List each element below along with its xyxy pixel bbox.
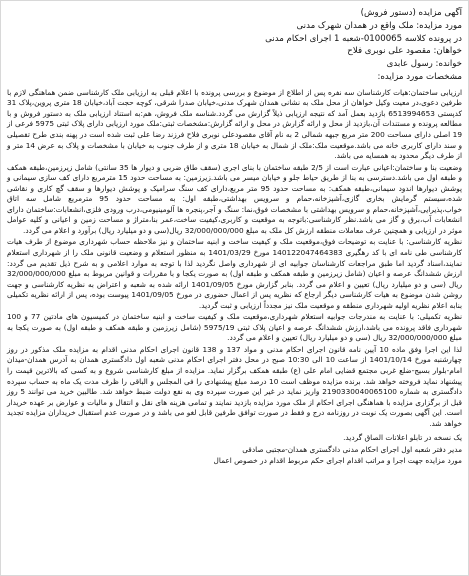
footer-posting: یک نسخه در تابلو اعلانات الصاق گردید.: [343, 433, 462, 443]
footer-signature: مدیر دفتر شعبه اول اجرای احکام مدنی دادگستری همدان-مجتبی صادقی: [242, 444, 462, 454]
applicant-line: خواهان: مقصود علی نوبری فلاح: [347, 46, 462, 57]
notice-title: آگهی مزایده (دستور فروش): [360, 8, 462, 18]
auction-subject: مورد مزایده: ملک واقع در همدان شهرک مدنی: [296, 20, 462, 31]
case-reference: در پرونده کلاسه 0100065-شعبه 1 اجرای احکام مدنی: [265, 33, 462, 44]
spacer: [7, 429, 462, 432]
paragraph-auction-terms: لذا این اجرا وفق ماده 10 آیین نامه قانون اجرای احکام مدنی و مواد 137 و 138 قانون اجرای احکام مدنی اقدام به مزایده ملک مذکور در روز چهارشنبه مورخ 1401/10/14 از ساعت 10 الی 10:30 صبح در محل دفتر اجرای احکام مدنی شعبه اول دادگستری همدان به آدرس همدان-میدان امام-بلوار بسیج-ضلع غربی مجتمع قضایی امام علی (ع) طبقه همکف برگزار نماید. مزایده از مبلغ کارشناسی شروع و به کسی که بالاترین قیمت را پیشنهاد نماید فروخته خواهد شد. برنده مزایده موظف است 10 درصد مبلغ پیشنهادی را فی المجلس و الباقی را ظرف مدت یک ماه به حساب سپرده دادگستری به شماره 2190330040065100 واریز نماید در غیر این صورت سپرده وی به نفع دولت ضبط خواهد شد. طالبین خرید می توانند 5 روز قبل از برگزاری مزایده با هماهنگی اجرای احکام از ملک مورد مزایده بازدید نمایند و تمامی هزینه های نقل و انتقال و مالیات و عوارض بر عهده خریدار است. این آگهی بصورت یک نوبت در روزنامه درج و فقط در صورت توافق طرفین قابل لغو می باشد و در صورت عدم استقبال خریداران مزایده تجدید خواهد شد.: [7, 344, 463, 428]
paragraph-supplementary: نظریه تکمیلی: با عنایت به مندرجات جوابیه استعلام شهرداری،موقعیت ملک و کیفیت ساخت و ابنیه ساختمان در کمیسیون های مادتین 77 و 100 شهرداری فاقد پرونده می باشد،ارزش ششدانگ عرصه و اعیان پلاک ثبتی 5975/19 (شامل زیرزمین و طبقه همکف و طبقه اول) به صورت یکجا به مبلغ 32/000/000/000 ریال (سی و دو میلیارد ریال) تعیین و اعلام می گردد.: [7, 312, 463, 343]
defendant-line: خوانده: رسول عابدی: [386, 59, 462, 70]
footer-note: مورد مزایده جهت اجرا و مراتب اقدام اجرای حکم مربوط اقدام در خصوص اعمال: [213, 456, 462, 466]
paragraph-valuation: ارزیابی ساختمان:هیات کارشناسان سه نفره پس از اطلاع از موضوع و بررسی پرونده با اعلام قبلی به ارزیابی ملک کارشناسی ضمن هماهنگی لازم با طرفین دعوی،در معیت وکیل خواهان از محل ملک به نشانی همدان شهرک مدنی،خیابان صدرا شرقی، کوچه حجت آباد،خیابان 18 متری پروین،پلاک 31 کدپستی 6513994653 بازدید بعمل آمد که نتیجه ارزیابی ذیلاً گزارش می گردد.شناسه ملک فروش، هم:به استناد ارزیابی ملک به دستور فروش و با مطالعه پرونده و مستندات آن،بازدید از محل و ارائه گزارش در محل و ارائه گزارش:مشخصات ثبتی:ملک مورد ارزیابی دارای پلاک ثبتی 5975 فرعی از 19 اصلی دارای مساحت 200 متر مربع جبهه شمالی 2 به نام آقای مقصودعلی نوبری فلاح فرزند رضا علی ثبت شده است در پهنه بندی طرح تفصیلی و سند دارای کاربری خانه می باشد.موقعیت ملک:ملک از شمال به خیابان 18 متری و از طرف جنوب به خیابان با مشخصات و پلاک به عرض 14 متر و از طرف دیگر محدود به همسایه می باشد.: [7, 87, 462, 161]
paragraph-expert-opinion: نظریه کارشناسی: با عنایت به توضیحات فوق،موقعیت ملک و کیفیت ساخت و ابنیه ساختمان و نیز ملاحظه حساب شهرداری موضوع از طرف هیات کارشناسی طی نامه ای با کد رهگیری 140122047464383 مورخ 1401/03/29 به منظور استعلام و وضعیت قانونی ملک را از شهرداری استعلام نمایند،اسناد گردید اما طبق مراجعات کارشناسان جوابیه ای از شهرداری واصل نگردید لذا با توجه به موارد اعلامی و به شرح ذیل تقدیم می گردد: ارزش ششدانگ عرصه و اعیان (شامل زیرزمین و طبقه همکف و طبقه اول) به صورت یکجا و با مقررات و قوانین مربوط به مبلغ 32/000/000/000 ریال (سی و دو میلیارد ریال) تعیین و اعلام می گردد. بنابر گزارش مورخ 1401/09/05 ارائه شده به شعبه و اعتراض به نظریه کارشناسی و جهت روشن شدن موضوع به هیات کارشناسی دیگر ارجاع که نظریه پس از اعمال حضوری در مورخ 1401/09/05 پیوست بوده، پس از ارائه نظریه تکمیلی بنابه اعلام نظریه اولیه شهرداری منطقه و موقعیت ملک نیز مجدداً ارزیابی و ثبت گردید.: [7, 237, 462, 310]
paragraph-building: وضعیت بنا و ساختمان:اعیانی عبارت است از 2/5 طبقه ساختمان با بنای اجری (سقف طاق ضربی و دیوار ها 35 سانتی) شامل زیرزمین،طبقه همکف و طبقه اول می باشد.دسترسی به بنا از طریق حیاط جلو و خیابان میسر می باشد.زیرزمین: به مساحت حدود 15 مترمربع دارای کف سازی سیمانی و پوشش دیوارها اندود سیمانی،طبقه همکف: به مساحت حدود 95 متر مربع،دارای کف سنگ سرامیک و پوشش دیوارها و سقف گچ کاری و نقاشی شده،سیستم گرمایش بخاری گازی،آشپزخانه،حمام و سرویس بهداشتی،طبقه اول: به مساحت حدود 95 مترمربع شامل سه اتاق خواب،پذیرایی،آشپزخانه،حمام و سرویس بهداشتی با مشخصات فوق،نما: سنگ و آجر،پنجره ها آلومینیومی،درب ورودی فلزی،انشعابات:ساختمان دارای انشعابات آب،برق و گاز می باشد.نظر کارشناسی:باتوجه به موقعیت و کاربری،کیفیت ساخت،عمر بنا،متراژ و مساحت زمین و اعیانی و کلیه عوامل موثر در ارزیابی و همچنین عرف معاملات منطقه ارزش کل ملک به مبلغ 32/000/000/000 ریال(سی و دو میلیارد ریال) برآورد و اعلام می گردد.: [7, 162, 463, 235]
specs-heading: مشخصات مورد مزایده:: [377, 71, 462, 82]
spacer: [7, 84, 462, 87]
